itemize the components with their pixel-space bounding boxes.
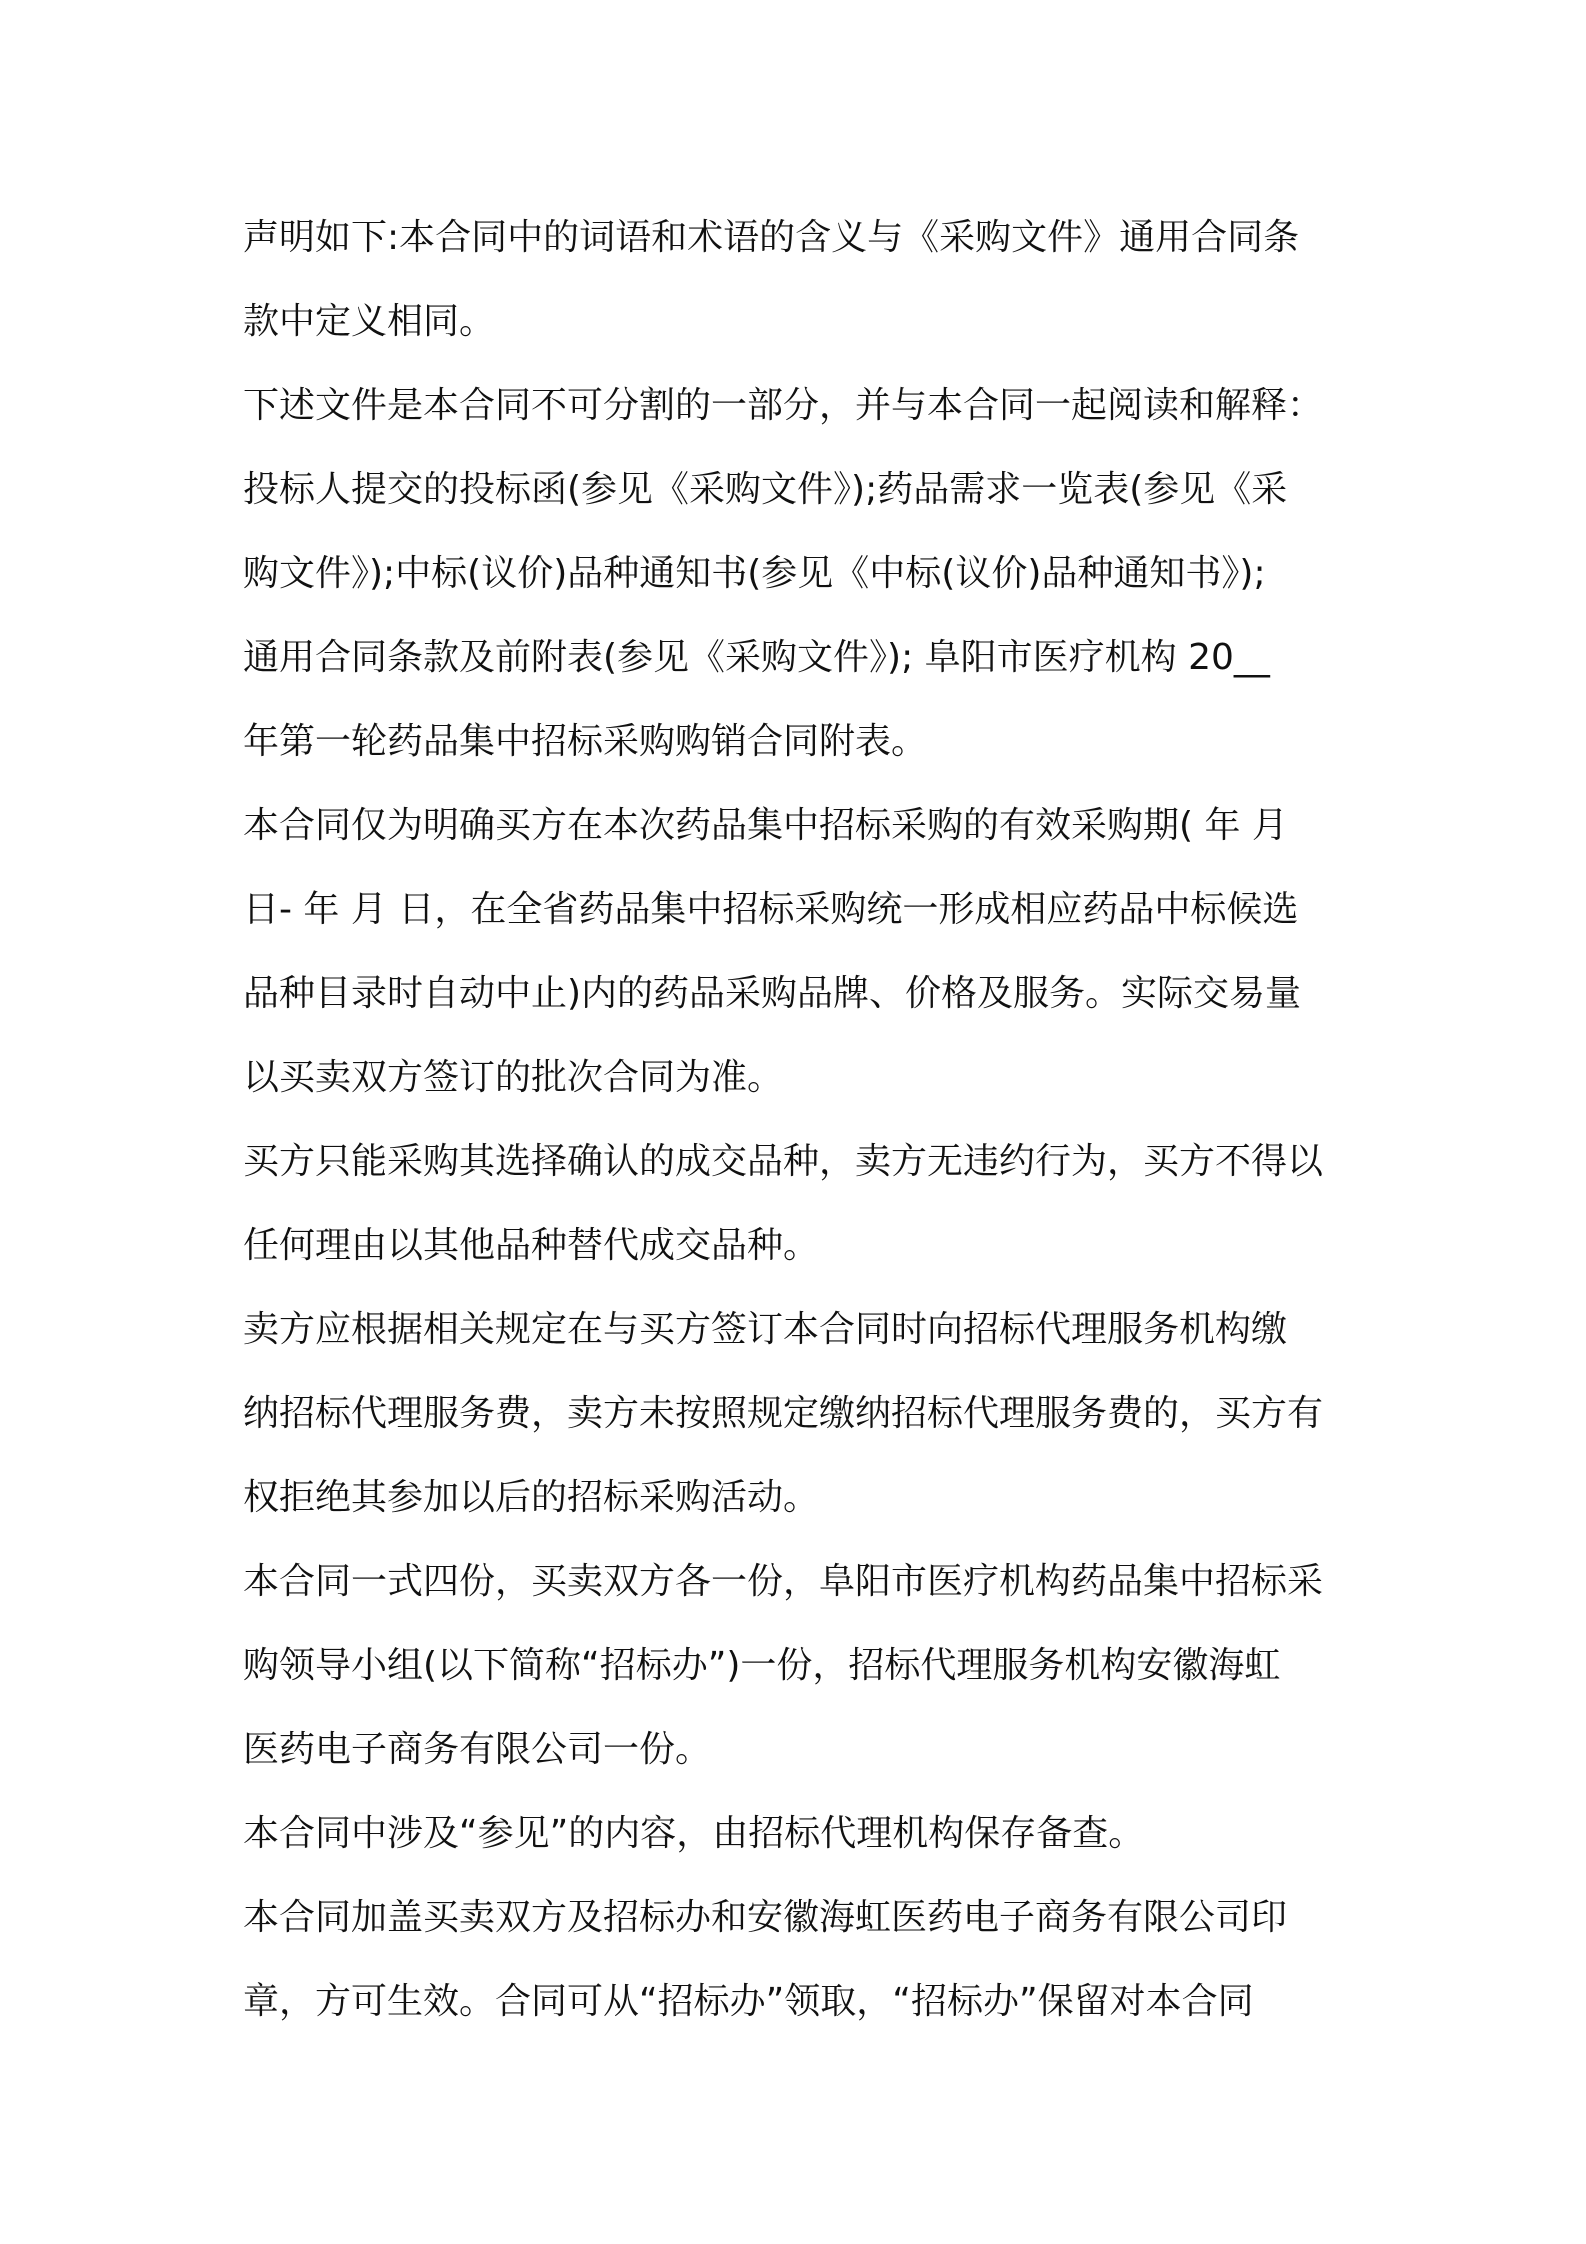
text-line: 以买卖双方签订的批次合同为准。 [243,1057,784,1098]
text-line: 医药电子商务有限公司一份。 [243,1729,712,1770]
text-line: 声明如下:本合同中的词语和术语的含义与《采购文件》通用合同条 [243,217,1300,258]
text-line: 购领导小组(以下简称“招标办”)一份，招标代理服务机构安徽海虹 [243,1645,1281,1686]
text-line: 通用合同条款及前附表(参见《采购文件》); 阜阳市医疗机构 20__ [243,637,1270,678]
text-line: 日- 年 月 日，在全省药品集中招标采购统一形成相应药品中标候选 [243,889,1299,930]
text-line: 权拒绝其参加以后的招标采购活动。 [243,1477,820,1518]
text-line: 年第一轮药品集中招标采购购销合同附表。 [243,721,928,762]
text-line: 本合同仅为明确买方在本次药品集中招标采购的有效采购期( 年 月 [243,805,1288,846]
document-body [243,196,1363,2044]
text-line: 本合同中涉及“参见”的内容，由招标代理机构保存备查。 [243,1813,1145,1854]
text-line: 款中定义相同。 [243,301,496,342]
text-line: 卖方应根据相关规定在与买方签订本合同时向招标代理服务机构缴 [243,1309,1288,1350]
text-line: 纳招标代理服务费，卖方未按照规定缴纳招标代理服务费的，买方有 [243,1393,1324,1434]
text-line: 买方只能采购其选择确认的成交品种，卖方无违约行为，买方不得以 [243,1141,1324,1182]
text-line: 本合同加盖买卖双方及招标办和安徽海虹医药电子商务有限公司印 [243,1897,1288,1938]
text-line: 购文件》);中标(议价)品种通知书(参见《中标(议价)品种通知书》); [243,553,1266,594]
text-line: 章，方可生效。合同可从“招标办”领取，“招标办”保留对本合同 [243,1981,1254,2022]
text-line: 投标人提交的投标函(参见《采购文件》);药品需求一览表(参见《采 [243,469,1288,510]
text-line: 任何理由以其他品种替代成交品种。 [243,1225,820,1266]
text-line: 品种目录时自动中止)内的药品采购品牌、价格及服务。实际交易量 [243,973,1302,1014]
text-line: 下述文件是本合同不可分割的一部分，并与本合同一起阅读和解释： [243,385,1324,426]
text-line: 本合同一式四份，买卖双方各一份，阜阳市医疗机构药品集中招标采 [243,1561,1324,1602]
